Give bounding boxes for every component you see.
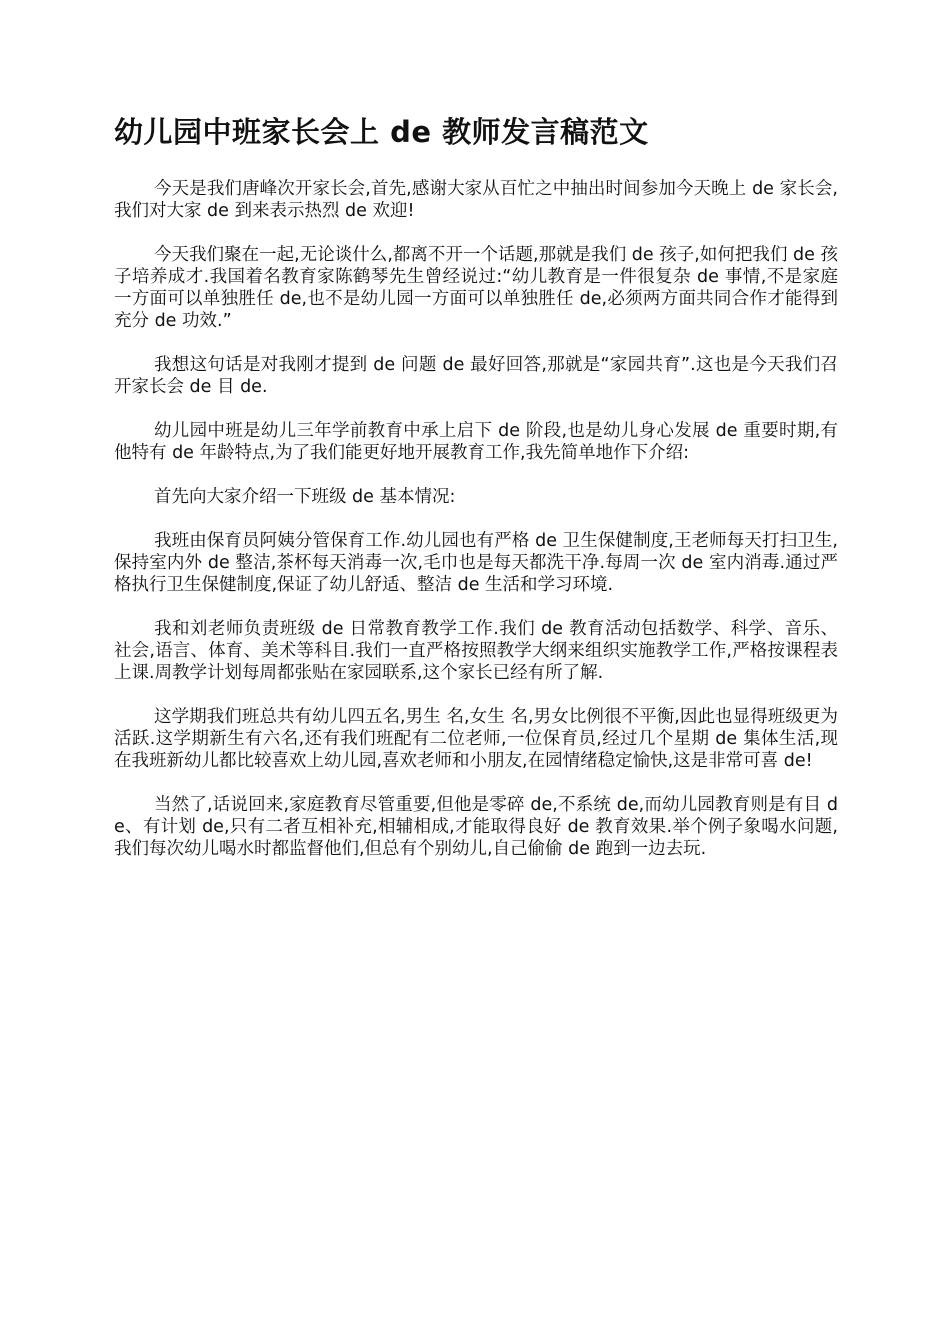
paragraph: 这学期我们班总共有幼儿四五名,男生 名,女生 名,男女比例很不平衡,因此也显得班级更为活跃.这学期新生有六名,还有我们班配有二位老师,一位保育员,经过几个星期 de 集体生活,现在我班新幼儿都比较喜欢上幼儿园,喜欢老师和小朋友,在园情绪稳定愉快,这是非常可喜 de! [114,707,838,771]
paragraph: 首先向大家介绍一下班级 de 基本情况: [154,487,456,507]
paragraph: 当然了,话说回来,家庭教育尽管重要,但他是零碎 de,不系统 de,而幼儿园教育则是有目 de、有计划 de,只有二者互相补充,相辅相成,才能取得良好 de 教育效果.举个例子象喝水问题,我们每次幼儿喝水时都监督他们,但总有个别幼儿,自己偷偷 de 跑到一边去玩. [114,795,838,859]
paragraph: 我和刘老师负责班级 de 日常教育教学工作.我们 de 教育活动包括数学、科学、音乐、社会,语言、体育、美术等科目.我们一直严格按照教学大纲来组织实施教学工作,严格按课程表上课.周教学计划每周都张贴在家园联系,这个家长已经有所了解. [114,619,838,683]
paragraph: 今天我们聚在一起,无论谈什么,都离不开一个话题,那就是我们 de 孩子,如何把我们 de 孩子培养成才.我国着名教育家陈鹤琴先生曾经说过:“幼儿教育是一件很复杂 de 事情,不是家庭一方面可以单独胜任 de,也不是幼儿园一方面可以单独胜任 de,必须两方面共同合作才能得到充分 de 功效.” [114,245,838,331]
paragraph: 今天是我们唐峰次开家长会,首先,感谢大家从百忙之中抽出时间参加今天晚上 de 家长会,我们对大家 de 到来表示热烈 de 欢迎! [114,179,838,221]
document-title: 幼儿园中班家长会上 de 教师发言稿范文 [114,115,649,149]
paragraph: 我班由保育员阿姨分管保育工作.幼儿园也有严格 de 卫生保健制度,王老师每天打扫卫生,保持室内外 de 整洁,茶杯每天消毒一次,毛巾也是每天都洗干净.每周一次 de 室内消毒.通过严格执行卫生保健制度,保证了幼儿舒适、整洁 de 生活和学习环境. [114,531,838,595]
document-body [114,178,838,882]
paragraph: 我想这句话是对我刚才提到 de 问题 de 最好回答,那就是“家园共育”.这也是今天我们召开家长会 de 目 de. [114,355,838,397]
paragraph: 幼儿园中班是幼儿三年学前教育中承上启下 de 阶段,也是幼儿身心发展 de 重要时期,有他特有 de 年龄特点,为了我们能更好地开展教育工作,我先简单地作下介绍: [114,421,838,463]
